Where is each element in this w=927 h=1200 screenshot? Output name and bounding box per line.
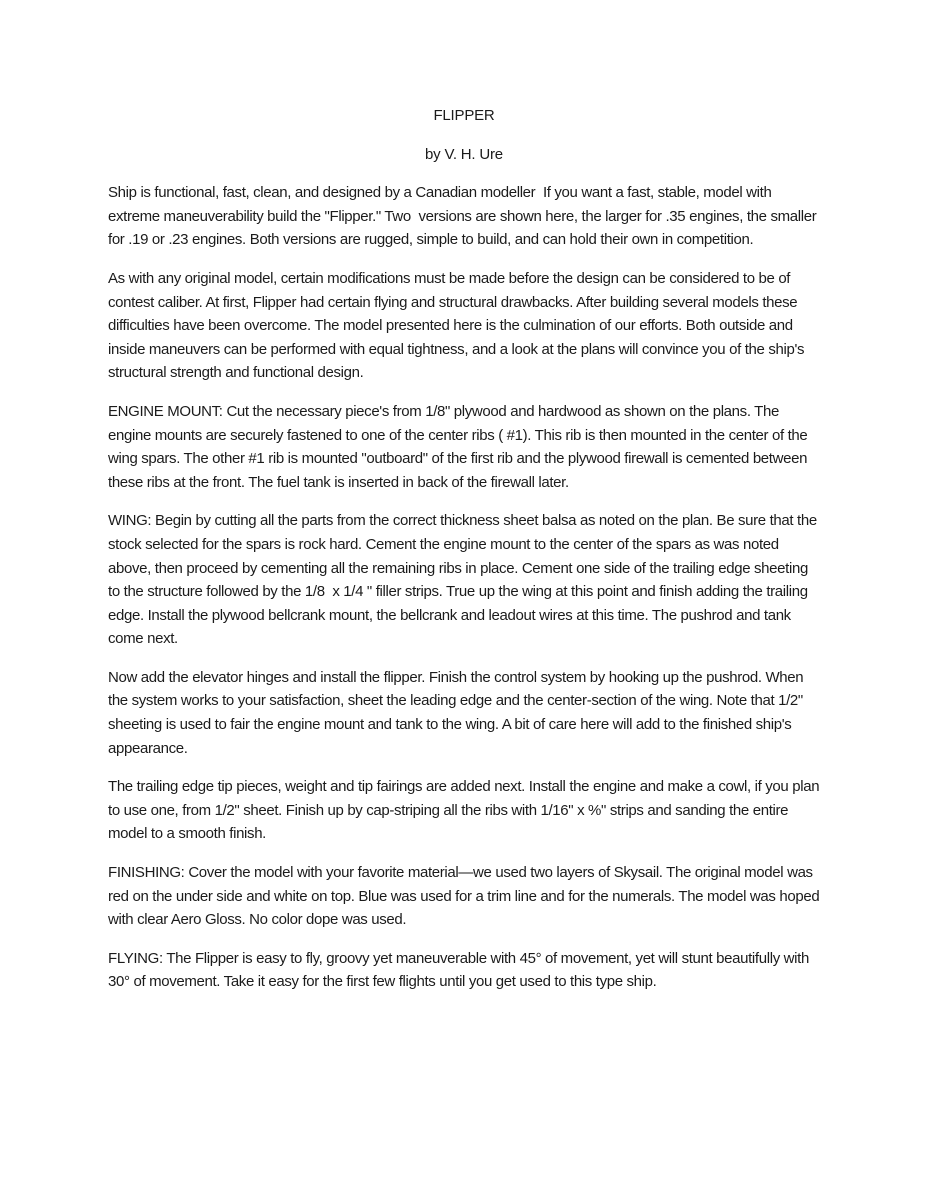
document-title: FLIPPER: [433, 107, 495, 124]
paragraph-finishing: FINISHING: Cover the model with your favorite material—we used two layers of Skysail. The original model was red on the under side and white on top. Blue was used for a trim line and for the numerals. The model was hoped with clear Aero Gloss. No color dope was used.: [108, 864, 824, 929]
paragraph-elevator-hinges: Now add the elevator hinges and install the flipper. Finish the control system by hooking up the pushrod. When the system works to your satisfaction, sheet the leading edge and the center-section of the wing. Note that 1/2" sheeting is used to fair the engine mount and tank to the wing. A bit of care here will add to the finished ship's appearance.: [108, 668, 808, 757]
paragraph-engine-mount: ENGINE MOUNT: Cut the necessary piece's from 1/8" plywood and hardwood as shown on the plans. The engine mounts are securely fastened to one of the center ribs ( #1). This rib is then mounted in the center of the wing spars. The other #1 rib is mounted "outboard" of the first rib and the plywood firewall is cemented between these ribs at the front. The fuel tank is inserted in back of the firewall later.: [108, 402, 812, 491]
document-byline: by V. H. Ure: [425, 145, 503, 163]
paragraph-flying: FLYING: The Flipper is easy to fly, groovy yet maneuverable with 45° of movement, yet will stunt beautifully with 30° of movement. Take it easy for the first few flights until you get used to this type ship.: [108, 949, 813, 991]
paragraph-trailing-edge: The trailing edge tip pieces, weight and tip fairings are added next. Install the engine and make a cowl, if you plan to use one, from 1/2" sheet. Finish up by cap-striping all the ribs with 1/16" x %" strips and sanding the entire model to a smooth finish.: [108, 778, 824, 843]
paragraph-intro: Ship is functional, fast, clean, and designed by a Canadian modeller If you want a fast, stable, model with extreme maneuverability build the "Flipper." Two versions are shown here, the larger for .35 engines, the smaller for .19 or .23 engines. Both versions are rugged, simple to build, and can hold their own in competition.: [108, 184, 821, 249]
paragraph-wing: WING: Begin by cutting all the parts from the correct thickness sheet balsa as noted on the plan. Be sure that the stock selected for the spars is rock hard. Cement the engine mount to the center of the spars as was noted above, then proceed by cementing all the remaining ribs in place. Cement one side of the trailing edge sheeting to the structure followed by the 1/8 x 1/4 " filler strips. True up the wing at this point and finish adding the trailing edge. Install the plywood bellcrank mount, the bellcrank and leadout wires at this time. The pushrod and tank come next.: [108, 512, 821, 648]
paragraph-modifications: As with any original model, certain modifications must be made before the design can be considered to be of contest caliber. At first, Flipper had certain flying and structural drawbacks. After building several models these difficulties have been overcome. The model presented here is the culmination of our efforts. Both outside and inside maneuvers can be performed with equal tightness, and a look at the plans will convince you of the ship's structural strength and functional design.: [108, 269, 808, 382]
